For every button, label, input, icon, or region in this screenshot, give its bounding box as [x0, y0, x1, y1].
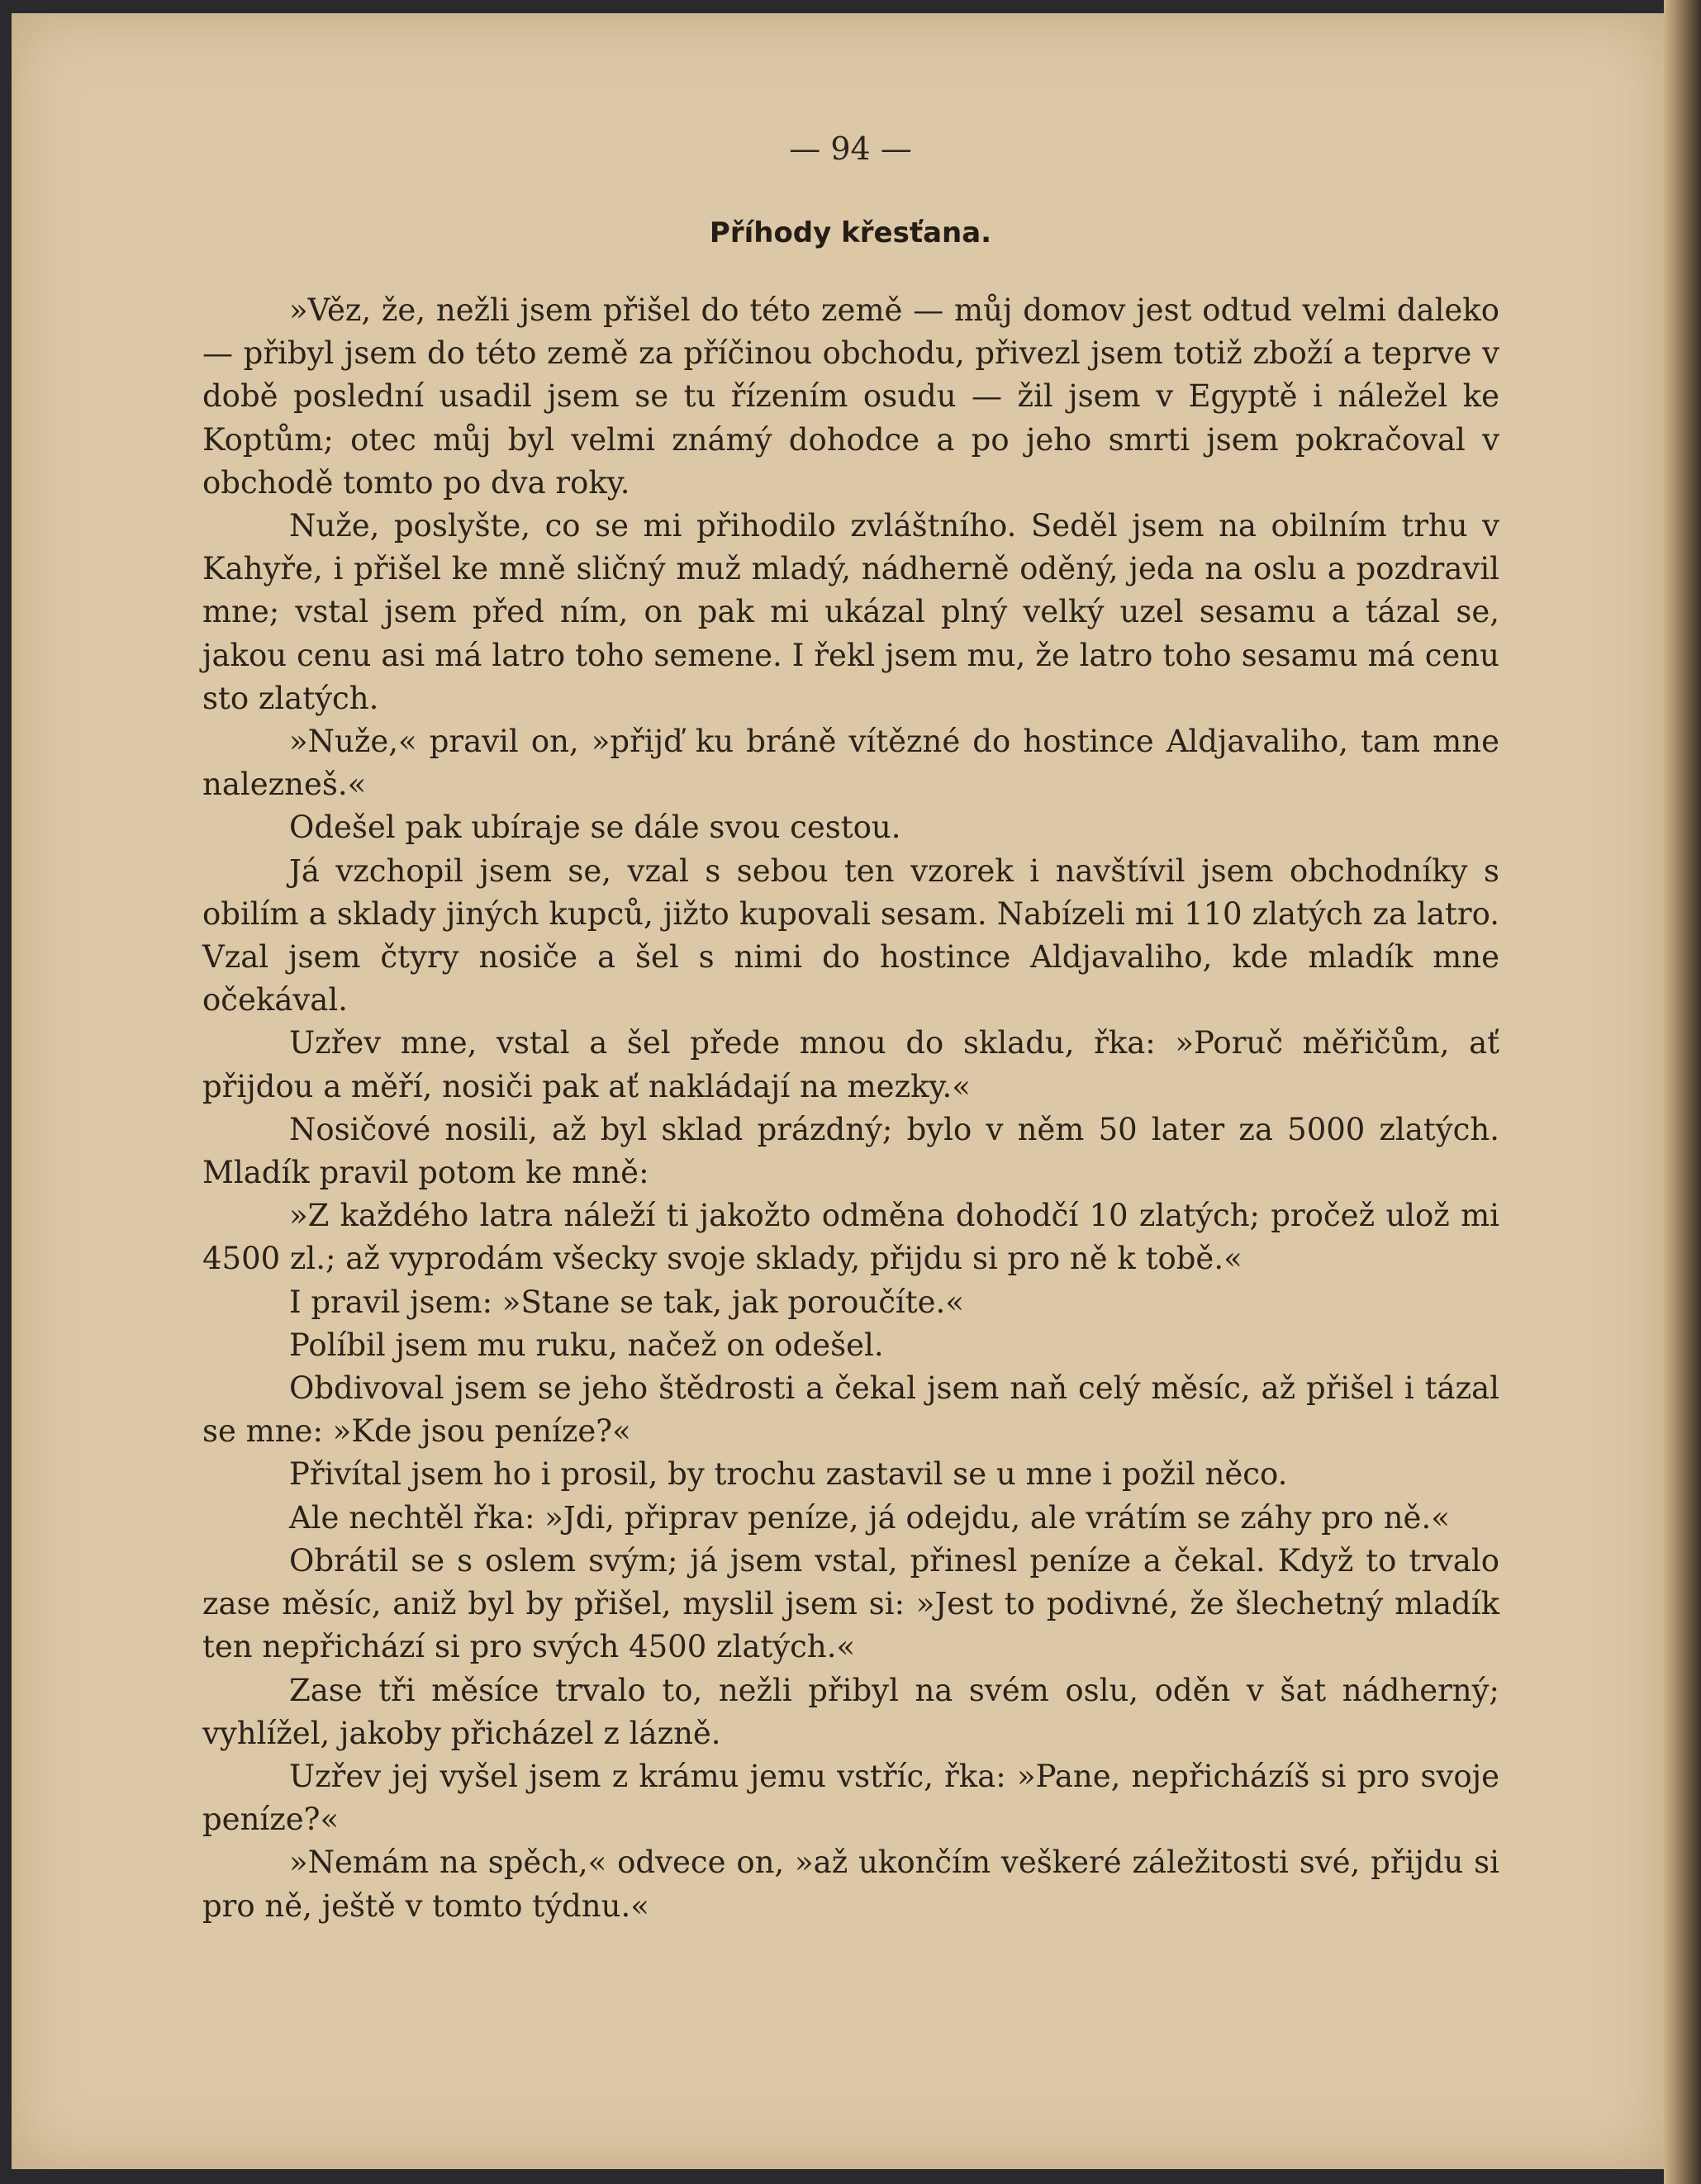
- paragraph: Políbil jsem mu ruku, načež on odešel.: [289, 1327, 884, 1363]
- paragraph: »Nuže,« pravil on, »přijď ku bráně vítězné do hostince Aldjavaliho, tam mne nalezneš.«: [202, 724, 1499, 803]
- paragraph: »Z každého latra náleží ti jakožto odměna dohodčí 10 zlatých; pročež ulož mi 4500 zl.; až vyprodám všecky svoje sklady, přijdu si pro ně k tobě.«: [202, 1198, 1499, 1277]
- paragraph: Nuže, poslyšte, co se mi přihodilo zvláštního. Seděl jsem na obilním trhu v Kahyře, i přišel ke mně sličný muž mladý, nádherně oděný, jeda na oslu a pozdravil mne; vstal jsem před ním, on pak mi ukázal plný velký uzel sesamu a tázal se, jakou cenu asi má latro toho semene. I řekl jsem mu, že latro toho sesamu má cenu sto zlatých.: [202, 508, 1499, 716]
- paragraph: Uzřev mne, vstal a šel přede mnou do skladu, řka: »Poruč měřičům, ať přijdou a měří, nosiči pak ať nakládají na mezky.«: [202, 1025, 1499, 1104]
- paragraph: Ale nechtěl řka: »Jdi, připrav peníze, já odejdu, ale vrátím se záhy pro ně.«: [289, 1499, 1450, 1536]
- paragraph: »Věz, že, nežli jsem přišel do této země — můj domov jest odtud velmi daleko — přibyl jsem do této země za příčinou obchodu, přivezl jsem totiž zboží a teprve v době poslední usadil jsem se tu řízením osudu — žil jsem v Egyptě i náležel ke Koptům; otec můj byl velmi známý dohodce a po jeho smrti jsem pokračoval v obchodě tomto po dva roky.: [202, 292, 1499, 501]
- page-number: — 94 —: [789, 131, 912, 167]
- body-text: [202, 289, 1499, 1928]
- book-binding-edge: [1664, 0, 1701, 2184]
- chapter-title: Příhody křesťana.: [709, 216, 992, 249]
- paragraph: Odešel pak ubíraje se dále svou cestou.: [289, 810, 901, 846]
- paragraph: Nosičové nosili, až byl sklad prázdný; bylo v něm 50 later za 5000 zlatých. Mladík pravil potom ke mně:: [202, 1111, 1499, 1191]
- paragraph: Uzřev jej vyšel jsem z krámu jemu vstříc, řka: »Pane, nepřicházíš si pro svoje peníze?«: [202, 1758, 1499, 1838]
- paragraph: »Nemám na spěch,« odvece on, »až ukončím veškeré záležitosti své, přijdu si pro ně, ještě v tomto týdnu.«: [202, 1845, 1499, 1924]
- paragraph: Zase tři měsíce trvalo to, nežli přibyl na svém oslu, oděn v šat nádherný; vyhlížel, jakoby přicházel z lázně.: [202, 1672, 1499, 1751]
- paragraph: Já vzchopil jsem se, vzal s sebou ten vzorek i navštívil jsem obchodníky s obilím a sklady jiných kupců, jižto kupovali sesam. Nabízeli mi 110 zlatých za latro. Vzal jsem čtyry nosiče a šel s nimi do hostince Aldjavaliho, kde mladík mne očekával.: [202, 852, 1499, 1018]
- paragraph: Obrátil se s oslem svým; já jsem vstal, přinesl peníze a čekal. Když to trvalo zase měsíc, aniž byl by přišel, myslil jsem si: »Jest to podivné, že šlechetný mladík ten nepřichází si pro svých 4500 zlatých.«: [202, 1542, 1499, 1665]
- paragraph: I pravil jsem: »Stane se tak, jak poroučíte.«: [289, 1284, 964, 1320]
- paragraph: Přivítal jsem ho i prosil, by trochu zastavil se u mne i požil něco.: [289, 1456, 1288, 1493]
- paragraph: Obdivoval jsem se jeho štědrosti a čekal jsem naň celý měsíc, až přišel i tázal se mne: »Kde jsou peníze?«: [202, 1370, 1499, 1450]
